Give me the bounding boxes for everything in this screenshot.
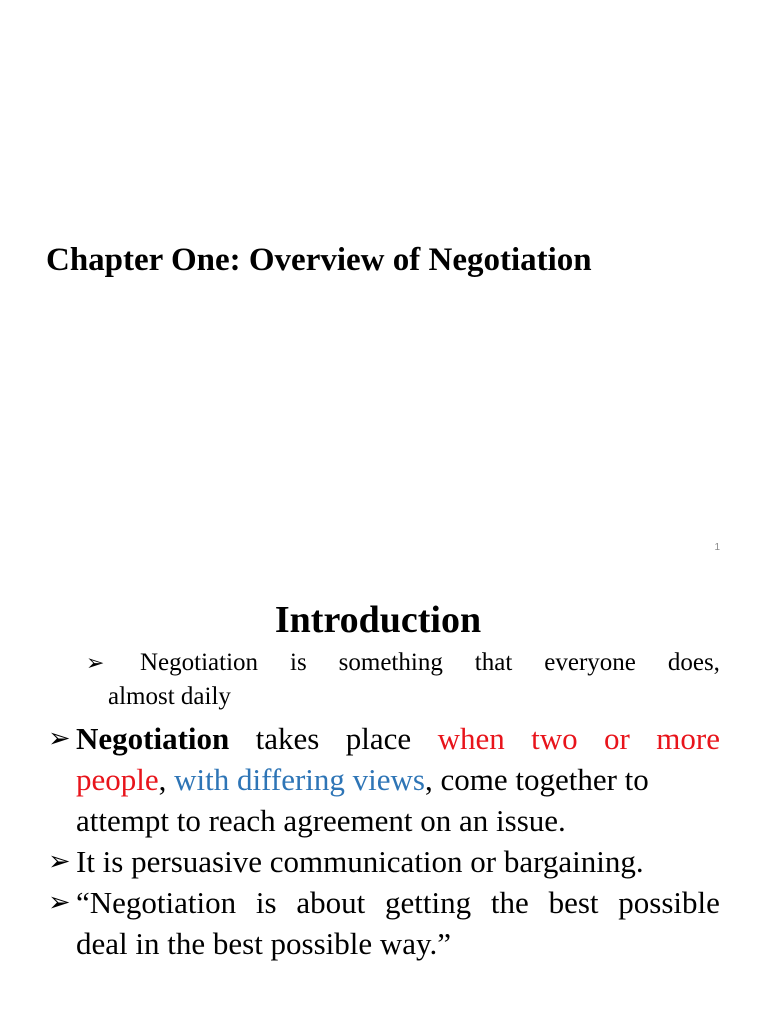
comma: , — [158, 762, 167, 797]
word: is — [290, 649, 307, 676]
word: something — [338, 649, 443, 676]
word: that — [474, 649, 513, 676]
introduction-heading: Introduction — [274, 599, 482, 641]
highlight-red-word: when — [437, 721, 505, 756]
bullet-line — [76, 759, 720, 800]
word: “Negotiation — [76, 885, 237, 920]
bullet-quote — [48, 882, 720, 964]
word: does, — [667, 649, 720, 676]
word: Negotiation — [140, 649, 259, 676]
word: possible — [618, 885, 720, 920]
highlight-red-word: or — [604, 721, 630, 756]
bullet-line — [76, 882, 720, 923]
bullet-persuasive — [48, 841, 720, 882]
word: is — [255, 885, 277, 920]
bullet-line: attempt to reach agreement on an issue. — [76, 803, 566, 838]
text-span: , come together to — [424, 762, 649, 797]
word: place — [345, 721, 412, 756]
bullet-line: almost daily — [108, 683, 231, 710]
bullet-line: deal in the best possible way.” — [76, 926, 452, 961]
arrow-bullet-icon: ➢ — [48, 887, 71, 917]
arrow-bullet-icon: ➢ — [48, 723, 71, 753]
bullet-line: It is persuasive communication or bargaining. — [76, 844, 644, 879]
highlight-red-word: more — [656, 721, 720, 756]
arrow-bullet-icon: ➢ — [48, 846, 71, 876]
chapter-title: Chapter One: Overview of Negotiation — [46, 242, 592, 278]
highlight-blue-phrase: with differing views — [174, 762, 425, 797]
bullet-list — [48, 718, 720, 964]
word: about — [296, 885, 366, 920]
bullet-line — [76, 718, 720, 759]
highlight-red-word: people — [76, 762, 159, 797]
word: best — [548, 885, 599, 920]
word: getting — [385, 885, 472, 920]
bullet-definition — [48, 718, 720, 841]
word: the — [490, 885, 529, 920]
bullet-daily-negotiation — [86, 646, 720, 714]
word: takes — [255, 721, 320, 756]
highlight-red-word: two — [531, 721, 578, 756]
arrow-bullet-icon: ➢ — [86, 650, 105, 675]
bullet-line — [86, 646, 720, 680]
page-number: 1 — [714, 542, 720, 553]
keyword-negotiation: Negotiation — [76, 721, 230, 756]
word: everyone — [544, 649, 636, 676]
